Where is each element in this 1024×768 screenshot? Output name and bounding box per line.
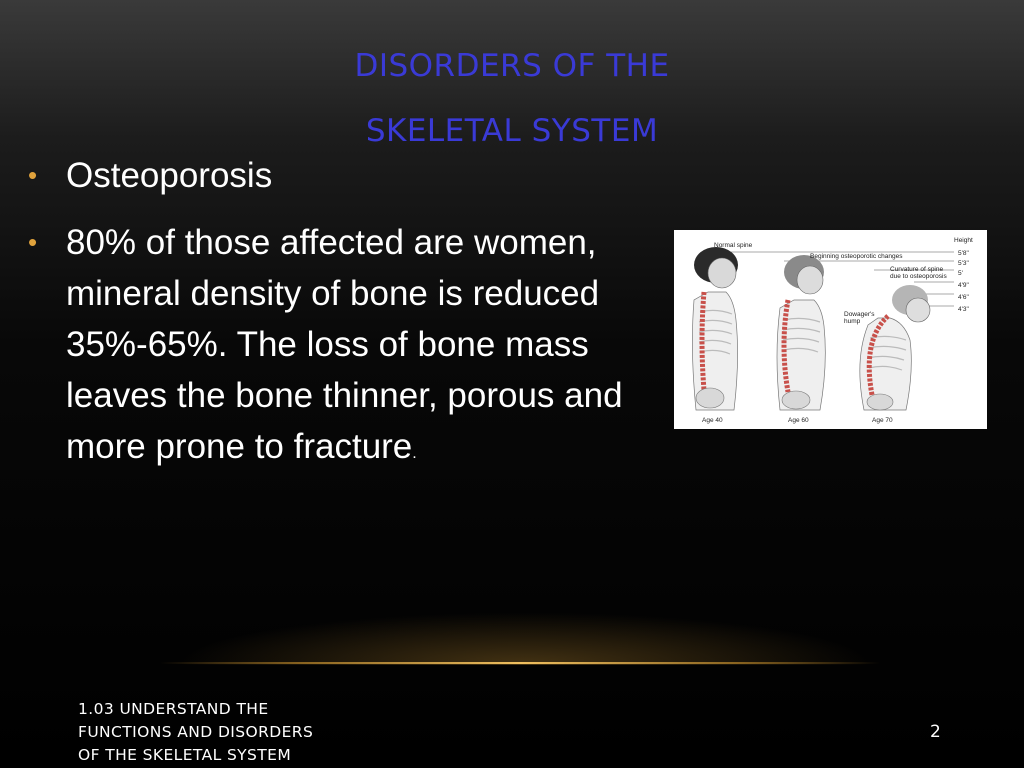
height-tick: 5'3" <box>958 260 969 267</box>
page-number: 2 <box>930 722 941 742</box>
height-tick: 5' <box>958 270 963 277</box>
bullet-item <box>26 217 636 479</box>
figure-age-70 <box>860 285 930 410</box>
height-tick: 4'9" <box>958 282 969 289</box>
label-height: Height <box>954 237 973 244</box>
height-tick: 4'3" <box>958 306 969 313</box>
label-beginning-changes: Beginning osteoporotic changes <box>810 253 903 260</box>
divider-glow <box>180 590 870 665</box>
slide-title <box>0 34 1024 164</box>
label-curvature-1: Curvature of spine <box>890 266 944 273</box>
footer-line-1: 1.03 UNDERSTAND THE <box>78 700 269 718</box>
footer-text <box>78 698 378 767</box>
label-dowager-2: hump <box>844 318 861 325</box>
figure-age-60 <box>777 255 825 410</box>
bullet-marker: • <box>28 227 38 257</box>
footer-line-3: OF THE SKELETAL SYSTEM <box>78 746 292 764</box>
label-curvature-2: due to osteoporosis <box>890 273 947 280</box>
label-normal-spine: Normal spine <box>714 242 753 249</box>
height-tick: 4'6" <box>958 294 969 301</box>
osteoporosis-figure <box>674 230 987 429</box>
title-line-1: DISORDERS OF THE <box>354 48 670 84</box>
age-label: Age 60 <box>788 417 809 424</box>
bullet-item <box>26 150 636 201</box>
height-tick: 5'8" <box>958 250 969 257</box>
osteoporosis-illustration <box>674 230 987 429</box>
title-line-2: SKELETAL SYSTEM <box>365 113 659 149</box>
footer-divider <box>160 662 880 664</box>
age-label: Age 70 <box>872 417 893 424</box>
footer-line-2: FUNCTIONS AND DISORDERS <box>78 723 314 741</box>
bullet-list <box>26 150 636 479</box>
label-dowager-1: Dowager's <box>844 311 875 318</box>
bullet-trailing-period: . <box>412 445 417 462</box>
figure-age-40 <box>692 247 738 410</box>
bullet-text: Osteoporosis <box>66 156 273 195</box>
age-label: Age 40 <box>702 417 723 424</box>
bullet-marker: • <box>28 160 38 190</box>
bullet-text: 80% of those affected are women, mineral density of bone is reduced 35%-65%. The loss of bone mass leaves the bone thinner, porous and more prone to fracture <box>66 223 623 466</box>
